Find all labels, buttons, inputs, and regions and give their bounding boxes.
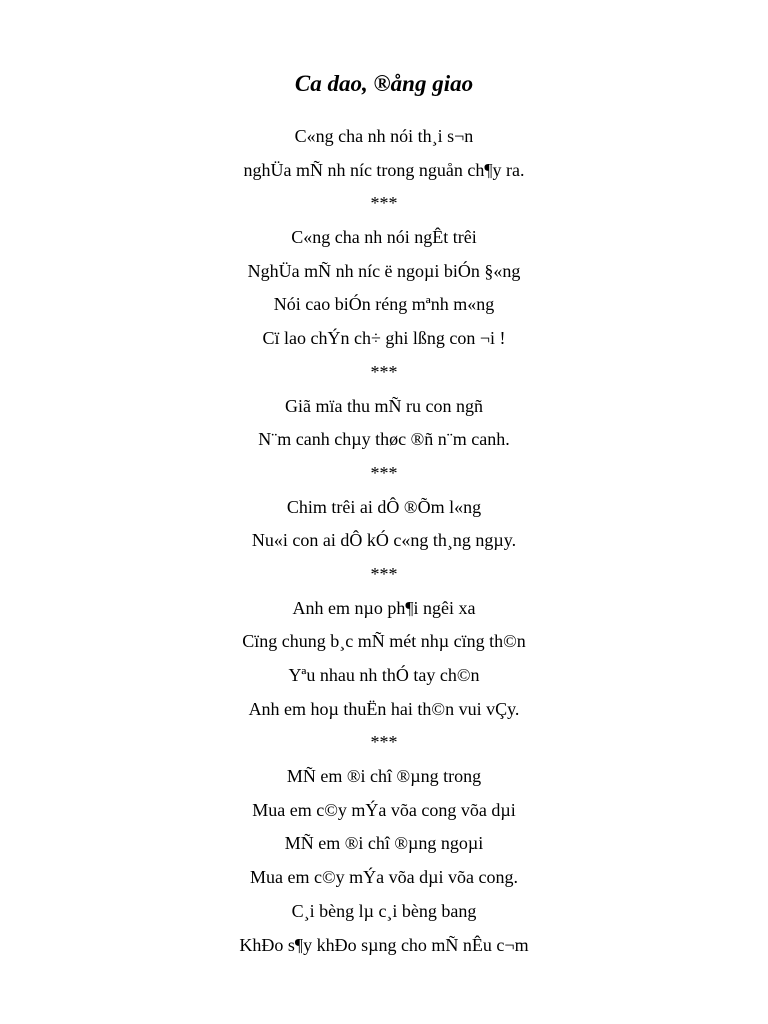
poem-line: C¸i bèng lµ c¸i bèng bang [291,900,477,921]
stanza-separator: *** [370,732,398,753]
document-title: Ca dao, ®ång giao [294,71,474,96]
poem-line: Giã mïa thu mÑ ru con ngñ [285,395,483,416]
stanza-separator: *** [370,563,398,584]
poem-line: MÑ em ®i chî ®µng trong [286,766,482,787]
poem-line: N¨m canh chµy thøc ®ñ n¨m canh. [258,429,510,450]
poem-line: Cïng chung b¸c mÑ mét nhµ cïng th©n [242,631,526,652]
poem-line: Nu«i con ai dÔ kÓ c«ng th¸ng ngµy. [251,530,517,551]
poem-line: C«ng cha nh nói th¸i s¬n [294,126,474,146]
poem-line: nghÜa mÑ nh níc trong nguån ch¶y ra. [243,159,525,180]
poem-line: Yªu nhau nh thÓ tay ch©n [288,665,480,685]
poem-line: KhÐo s¶y khÐo sµng cho mÑ nÊu c¬m [239,934,529,955]
poem-line: MÑ em ®i chî ®µng ngoµi [284,833,484,854]
poem-line: Cï lao chÝn ch÷ ghi lßng con ¬i ! [262,328,506,349]
poem-line: Nói cao biÓn réng mªnh m«ng [273,294,495,315]
poem-body [0,120,768,962]
poem-line: Anh em hoµ thuËn hai th©n vui vÇy. [248,698,520,719]
stanza-separator: *** [370,462,398,483]
poem-line: Anh em nµo ph¶i ngêi xa [292,597,476,618]
poem-line: NghÜa mÑ nh níc ë ngoµi biÓn §«ng [247,260,521,281]
poem-line: Mua em c©y mÝa võa cong võa dµi [252,799,516,820]
poem-line: Chim trêi ai dÔ ®Õm l«ng [286,496,482,517]
stanza-separator: *** [370,193,398,214]
poem-line: Mua em c©y mÝa võa dµi võa cong. [250,867,518,888]
stanza-separator: *** [370,361,398,382]
poem-line: C«ng cha nh nói ngÊt trêi [291,227,477,248]
